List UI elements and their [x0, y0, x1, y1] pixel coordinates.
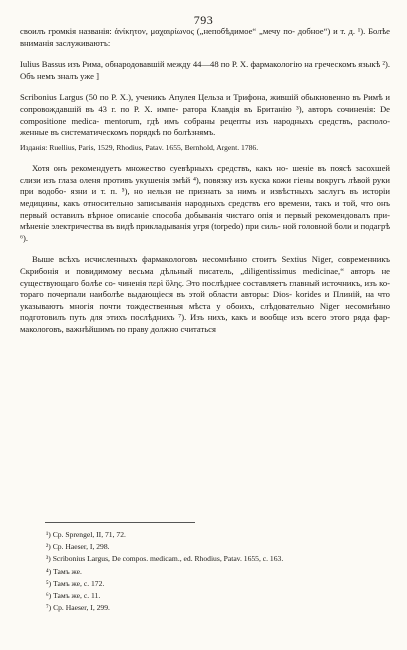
text-line: тораго почерпали наиболѣе выдающіеся въ этой области авторы: Dios- — [20, 289, 292, 300]
text-line: Изданія: Ruellius, Paris, 1529, Rhodius, Patav. 1655, Bernhold, Argent. — [20, 142, 240, 152]
footnote: ¹) Ср. Sprengel, II, 71, 72. — [46, 530, 126, 539]
text-line: ной головной боли и подагрѣ ⁶). — [20, 221, 390, 243]
text-line: mentorum, гдѣ имъ собраны рецепты изъ народныхъ средствъ, располо- — [104, 115, 390, 126]
text-line: средствъ его времени, такъ и той, что онъ первый оставилъ вѣрное — [20, 198, 390, 220]
text-line: korides и Плиній, на что указываютъ многія почти тождественныя — [20, 289, 390, 311]
footnote: ²) Ср. Haeser, I, 298. — [46, 542, 110, 552]
text-line: змѣй ⁴), повязку изъ куска кожи гіены вокругъ лѣвой руки при водобо- — [20, 174, 390, 197]
main-text — [20, 26, 390, 336]
footnote-divider — [45, 522, 195, 523]
footnote: ³) Scribonius Largus, De compos. medicam., ed. Rhodius, Patav. 1655, с. 163. — [46, 554, 284, 564]
text-line: Sextius Niger, современникъ Скрибонія и повидимому весьма дѣльный — [20, 254, 390, 276]
text-line: ратора Клавдія въ Британію ³), авторъ сочиненія: De compositione medica- — [20, 103, 390, 126]
text-line: женные въ систематическомъ порядкѣ по болѣзнямъ. — [20, 127, 216, 138]
footnote: ⁷) Ср. Haeser, I, 299. — [46, 603, 110, 613]
text-line: 1786. — [241, 142, 259, 152]
text-line: Iulius Bassus изъ Рима, обнародовавшій между 44—48 по Р. Х. — [20, 59, 249, 70]
text-line: въ исторіи медицины, какъ относительно записыванія народныхъ — [20, 186, 390, 209]
text-line: жившій обыкновенно въ Римѣ и сопровождавшій въ 43 г. по Р. Х. импе- — [20, 92, 390, 114]
page-number: 793 — [193, 13, 214, 27]
text-line: своилъ громкія названія: ἀνίκητον, μαχαιρίωνος („непобѣдимое“ „мечу по- — [20, 26, 295, 36]
text-line: макологовъ, важнѣйшимъ по праву должно считаться — [20, 323, 216, 334]
text-line: описаніе способа добыванія чистаго опія и первый рекомендовалъ при- — [116, 209, 390, 220]
editions-note — [20, 143, 390, 154]
footnote: ⁶) Тамъ же, с. 11. — [46, 591, 101, 601]
text-line: Scribonius Largus (50 по Р. Х.), ученикъ Апулея Цельза и Трифона, — [20, 92, 268, 103]
text-line: шеніе въ поясѣ засохшей слизи изъ глаза оленя противъ укушенія — [20, 163, 390, 185]
text-line: язни и т. п. ⁵), но нельзя не признать за нимъ и извѣстныхъ заслугъ — [70, 186, 346, 197]
text-line: мѣненіе электричества въ видѣ прикладыванія угря (torpedo) при силь- — [20, 221, 281, 232]
bassus-paragraph — [20, 59, 390, 82]
text-line: Хотя онъ рекомендуетъ множество суевѣрныхъ средствъ, какъ но- — [32, 163, 289, 174]
intro-paragraph — [20, 26, 390, 49]
text-line: писатель, „diligentissimus medicinae,“ авторъ не существующаго болѣе со- — [20, 266, 390, 288]
remedies-paragraph — [20, 163, 390, 244]
text-line: мѣста у обоихъ, слѣдовательно Niger несомнѣнно подготовилъ путь для — [20, 300, 391, 323]
niger-paragraph — [20, 254, 390, 335]
footnotes — [46, 522, 376, 614]
text-line: Выше всѣхъ исчисленныхъ фармакологовъ несомнѣнно стоитъ — [32, 254, 277, 265]
footnote: ⁵) Тамъ же, с. 172. — [46, 578, 105, 588]
text-line: этихъ послѣднихъ ⁷). Изъ нихъ, какъ и вообще изъ всего этого ряда фар- — [106, 312, 391, 323]
footnote: ⁴) Тамъ же. — [46, 566, 82, 576]
text-line: добное“) и т. д. ¹). Болѣе вниманія заслуживаютъ: — [20, 26, 390, 48]
text-line: чиненія περὶ ὕλης. Это послѣднее составляетъ главный источникъ, изъ ко- — [118, 277, 390, 288]
text-line: фармакологію на греческомъ языкѣ ²). Объ немъ зналъ уже ] — [20, 59, 391, 81]
largus-paragraph — [20, 92, 390, 138]
